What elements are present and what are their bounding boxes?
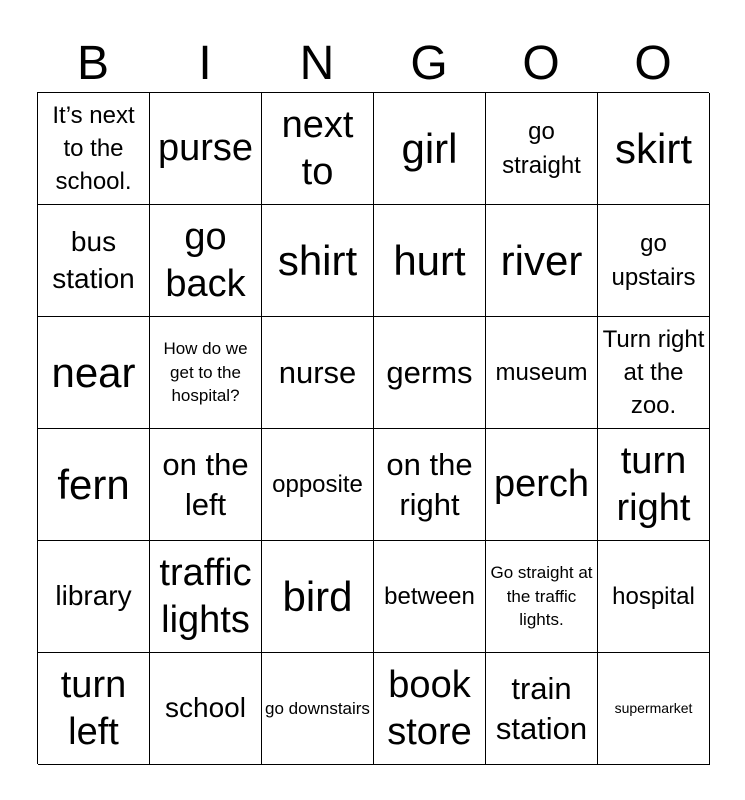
bingo-cell[interactable]: opposite: [262, 429, 374, 541]
bingo-cell[interactable]: between: [374, 541, 486, 653]
bingo-cell[interactable]: river: [486, 205, 598, 317]
bingo-cell[interactable]: bird: [262, 541, 374, 653]
bingo-cell[interactable]: school: [150, 653, 262, 765]
bingo-cell[interactable]: turn left: [38, 653, 150, 765]
bingo-cell[interactable]: near: [38, 317, 150, 429]
bingo-cell[interactable]: It’s next to the school.: [38, 93, 150, 205]
bingo-cell[interactable]: Turn right at the zoo.: [598, 317, 710, 429]
bingo-cell[interactable]: go upstairs: [598, 205, 710, 317]
bingo-cell[interactable]: go downstairs: [262, 653, 374, 765]
bingo-cell[interactable]: traffic lights: [150, 541, 262, 653]
bingo-cell[interactable]: perch: [486, 429, 598, 541]
bingo-cell[interactable]: on the left: [150, 429, 262, 541]
header-letter-o: O: [522, 37, 560, 90]
bingo-cell[interactable]: fern: [38, 429, 150, 541]
header-letter-n: N: [299, 37, 335, 90]
bingo-header: [37, 36, 709, 92]
bingo-cell[interactable]: skirt: [598, 93, 710, 205]
header-letter-g: G: [410, 37, 448, 90]
bingo-cell[interactable]: next to: [262, 93, 374, 205]
bingo-cell[interactable]: on the right: [374, 429, 486, 541]
bingo-cell[interactable]: Go straight at the traffic lights.: [486, 541, 598, 653]
bingo-cell[interactable]: purse: [150, 93, 262, 205]
bingo-cell[interactable]: nurse: [262, 317, 374, 429]
bingo-cell[interactable]: turn right: [598, 429, 710, 541]
header-letter-i: I: [198, 37, 212, 90]
header-letter-o-2: O: [634, 37, 672, 90]
bingo-cell[interactable]: go back: [150, 205, 262, 317]
bingo-cell[interactable]: bus station: [38, 205, 150, 317]
bingo-cell[interactable]: shirt: [262, 205, 374, 317]
bingo-cell[interactable]: supermarket: [598, 653, 710, 765]
bingo-cell[interactable]: library: [38, 541, 150, 653]
bingo-cell[interactable]: train station: [486, 653, 598, 765]
bingo-cell[interactable]: museum: [486, 317, 598, 429]
bingo-cell[interactable]: germs: [374, 317, 486, 429]
bingo-cell[interactable]: hospital: [598, 541, 710, 653]
bingo-board: [37, 92, 709, 764]
bingo-cell[interactable]: girl: [374, 93, 486, 205]
bingo-cell[interactable]: How do we get to the hospital?: [150, 317, 262, 429]
header-letter-b: B: [76, 37, 109, 90]
bingo-cell[interactable]: go straight: [486, 93, 598, 205]
bingo-cell[interactable]: book store: [374, 653, 486, 765]
bingo-cell[interactable]: hurt: [374, 205, 486, 317]
